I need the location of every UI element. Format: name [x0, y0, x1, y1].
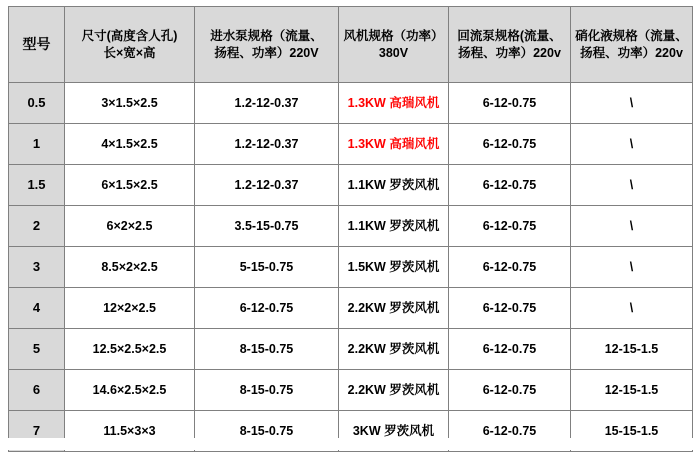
column-header-blower — [339, 7, 449, 83]
table-row — [9, 206, 693, 247]
cell-size-text: 4×1.5×2.5 — [101, 136, 158, 151]
cell-model-text: 0.5 — [27, 95, 46, 111]
cell-blower — [339, 329, 449, 370]
cell-return-pump-text: 6-12-0.75 — [482, 177, 537, 192]
page-bottom-margin — [0, 438, 700, 450]
cell-nitrify-pump — [571, 288, 693, 329]
cell-model — [9, 370, 65, 411]
cell-inlet-pump-text: 5-15-0.75 — [239, 259, 294, 274]
cell-return-pump — [449, 124, 571, 165]
cell-return-pump-text: 6-12-0.75 — [482, 341, 537, 356]
cell-blower-text: 1.3KW 高瑞风机 — [347, 95, 440, 110]
cell-nitrify-pump-text: \ — [629, 218, 634, 233]
column-header-inlet-pump — [195, 7, 339, 83]
cell-size-text: 6×2×2.5 — [106, 218, 153, 233]
column-header-inlet-pump-line-2: 扬程、功率）220V — [214, 45, 319, 60]
cell-blower-text: 3KW 罗茨风机 — [352, 423, 435, 438]
cell-model — [9, 206, 65, 247]
cell-blower-text: 1.5KW 罗茨风机 — [347, 259, 440, 274]
cell-nitrify-pump — [571, 329, 693, 370]
cell-return-pump — [449, 288, 571, 329]
cell-nitrify-pump — [571, 206, 693, 247]
cell-size — [65, 329, 195, 370]
cell-size — [65, 370, 195, 411]
cell-return-pump — [449, 247, 571, 288]
cell-model — [9, 329, 65, 370]
cell-return-pump — [449, 83, 571, 124]
column-header-blower-line-2: 380V — [378, 45, 409, 60]
cell-size-text: 11.5×3×3 — [103, 423, 156, 438]
cell-inlet-pump — [195, 247, 339, 288]
cell-size — [65, 206, 195, 247]
cell-inlet-pump — [195, 124, 339, 165]
cell-inlet-pump-text: 8-15-0.75 — [239, 341, 294, 356]
table-row — [9, 165, 693, 206]
cell-size-text: 8.5×2×2.5 — [101, 259, 158, 274]
column-header-return-pump-line-2: 扬程、功率）220v — [458, 45, 561, 60]
cell-blower — [339, 165, 449, 206]
cell-model-text: 6 — [32, 382, 41, 398]
cell-size — [65, 83, 195, 124]
cell-nitrify-pump-text: \ — [629, 259, 634, 274]
cell-nitrify-pump-text: 12-15-1.5 — [604, 382, 659, 397]
column-header-blower-line-1: 风机规格（功率） — [343, 28, 444, 43]
cell-model — [9, 247, 65, 288]
cell-size — [65, 247, 195, 288]
cell-return-pump — [449, 165, 571, 206]
cell-inlet-pump-text: 8-15-0.75 — [239, 423, 294, 438]
specification-table — [8, 6, 693, 452]
cell-nitrify-pump-text: 12-15-1.5 — [604, 341, 659, 356]
column-header-size — [65, 7, 195, 83]
table-row — [9, 329, 693, 370]
cell-nitrify-pump-text: 15-15-1.5 — [604, 423, 659, 438]
cell-size-text: 12.5×2.5×2.5 — [92, 341, 167, 356]
cell-return-pump-text: 6-12-0.75 — [482, 382, 537, 397]
cell-nitrify-pump-text: \ — [629, 300, 634, 315]
cell-nitrify-pump — [571, 124, 693, 165]
cell-nitrify-pump — [571, 247, 693, 288]
cell-size-text: 14.6×2.5×2.5 — [92, 382, 167, 397]
cell-size-text: 12×2×2.5 — [103, 300, 156, 315]
column-header-size-line-1: 尺寸(高度含人孔) — [81, 28, 178, 43]
cell-blower-text: 2.2KW 罗茨风机 — [347, 382, 440, 397]
cell-return-pump-text: 6-12-0.75 — [482, 300, 537, 315]
cell-blower — [339, 247, 449, 288]
cell-inlet-pump — [195, 206, 339, 247]
cell-model-text: 1 — [32, 136, 41, 152]
cell-return-pump-text: 6-12-0.75 — [482, 218, 537, 233]
cell-size-text: 6×1.5×2.5 — [101, 177, 158, 192]
cell-inlet-pump — [195, 83, 339, 124]
table-container — [8, 6, 692, 452]
cell-model-text: 3 — [32, 259, 41, 275]
cell-inlet-pump-text: 6-12-0.75 — [239, 300, 294, 315]
cell-model — [9, 165, 65, 206]
cell-model — [9, 124, 65, 165]
cell-return-pump — [449, 206, 571, 247]
cell-return-pump-text: 6-12-0.75 — [482, 136, 537, 151]
table-row — [9, 124, 693, 165]
cell-inlet-pump-text: 8-15-0.75 — [239, 382, 294, 397]
cell-return-pump — [449, 329, 571, 370]
cell-inlet-pump-text: 1.2-12-0.37 — [234, 95, 299, 110]
cell-size — [65, 288, 195, 329]
cell-blower — [339, 124, 449, 165]
cell-nitrify-pump-text: \ — [629, 95, 634, 110]
cell-model-text: 5 — [32, 341, 41, 357]
cell-return-pump-text: 6-12-0.75 — [482, 95, 537, 110]
cell-blower-text: 1.1KW 罗茨风机 — [347, 218, 440, 233]
cell-blower — [339, 206, 449, 247]
column-header-return-pump-line-1: 回流泵规格(流量、 — [457, 28, 562, 43]
cell-blower-text: 1.1KW 罗茨风机 — [347, 177, 440, 192]
cell-return-pump — [449, 370, 571, 411]
cell-nitrify-pump — [571, 165, 693, 206]
cell-model-text: 1.5 — [27, 177, 46, 193]
table-row — [9, 83, 693, 124]
column-header-inlet-pump-line-1: 进水泵规格（流量、 — [210, 28, 323, 43]
cell-model — [9, 83, 65, 124]
cell-inlet-pump-text: 3.5-15-0.75 — [234, 218, 299, 233]
column-header-model-line-1: 型号 — [22, 36, 51, 53]
cell-nitrify-pump-text: \ — [629, 177, 634, 192]
header-row — [9, 7, 693, 83]
column-header-nitrify-pump-line-1: 硝化液规格（流量、 — [575, 28, 688, 43]
cell-size — [65, 165, 195, 206]
cell-blower-text: 1.3KW 高瑞风机 — [347, 136, 440, 151]
cell-blower — [339, 370, 449, 411]
cell-return-pump-text: 6-12-0.75 — [482, 423, 537, 438]
cell-inlet-pump-text: 1.2-12-0.37 — [234, 177, 299, 192]
cell-model — [9, 288, 65, 329]
column-header-nitrify-pump-line-2: 扬程、功率）220v — [580, 45, 683, 60]
column-header-model — [9, 7, 65, 83]
cell-nitrify-pump — [571, 370, 693, 411]
cell-size — [65, 124, 195, 165]
cell-nitrify-pump — [571, 83, 693, 124]
cell-model-text: 2 — [32, 218, 41, 234]
cell-return-pump-text: 6-12-0.75 — [482, 259, 537, 274]
table-row — [9, 370, 693, 411]
cell-model-text: 7 — [32, 423, 41, 439]
cell-inlet-pump — [195, 165, 339, 206]
cell-inlet-pump — [195, 329, 339, 370]
table-header — [9, 7, 693, 83]
cell-inlet-pump — [195, 370, 339, 411]
cell-size-text: 3×1.5×2.5 — [101, 95, 158, 110]
column-header-nitrify-pump — [571, 7, 693, 83]
cell-blower — [339, 83, 449, 124]
table-row — [9, 288, 693, 329]
column-header-size-line-2: 长×宽×高 — [103, 45, 156, 60]
cell-blower — [339, 288, 449, 329]
cell-inlet-pump-text: 1.2-12-0.37 — [234, 136, 299, 151]
column-header-return-pump — [449, 7, 571, 83]
table-row — [9, 247, 693, 288]
cell-nitrify-pump-text: \ — [629, 136, 634, 151]
cell-blower-text: 2.2KW 罗茨风机 — [347, 300, 440, 315]
cell-blower-text: 2.2KW 罗茨风机 — [347, 341, 440, 356]
table-body — [9, 83, 693, 452]
cell-inlet-pump — [195, 288, 339, 329]
cell-model-text: 4 — [32, 300, 41, 316]
